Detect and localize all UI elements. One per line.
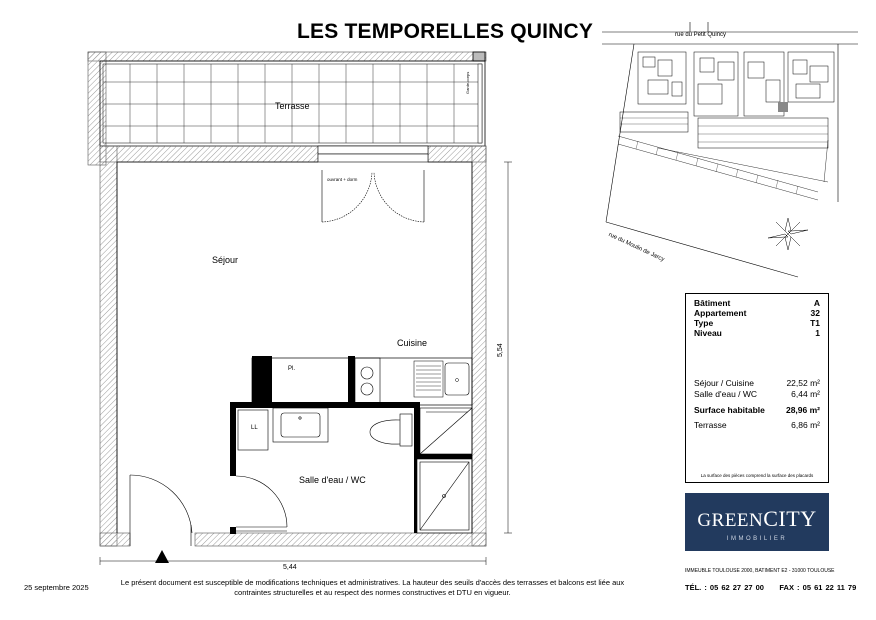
sde-surface-row	[694, 389, 820, 399]
sejour-surface-row	[694, 378, 820, 388]
page-title: LES TEMPORELLES QUINCY	[297, 20, 594, 43]
appartement-value: 32	[810, 308, 820, 318]
bathroom-walls	[230, 402, 472, 534]
kitchen-counter	[252, 356, 472, 405]
logo-wordmark	[685, 506, 829, 532]
type-value: T1	[810, 318, 820, 328]
fax-number: FAX : 05 61 22 11 79	[779, 583, 857, 592]
dimension-lines	[100, 162, 512, 565]
terrasse-surface-value: 6,86 m²	[791, 420, 820, 430]
disclaimer-text: Le présent document est susceptible de modifications techniques et administratives. La hauteur des seuils d'accès des terrasses et balcons est liée aux contraintes structurelles et au respect des normes constructives et DTU en vigueur.	[120, 578, 625, 597]
batiment-row	[694, 298, 820, 308]
logo-city-text: CITY	[763, 506, 817, 531]
sejour-surface-label: Séjour / Cuisine	[694, 378, 755, 388]
window-label: ouvrant + dorm	[327, 177, 358, 182]
terrasse-surface-label: Terrasse	[694, 420, 727, 430]
niveau-row	[694, 328, 820, 338]
height-dimension: 5,54	[497, 343, 504, 357]
french-window	[318, 146, 428, 222]
appartement-label: Appartement	[694, 308, 747, 318]
logo-green-text: GREEN	[697, 510, 764, 531]
company-contact	[685, 583, 856, 592]
niveau-value: 1	[815, 328, 820, 338]
room-label-cuisine: Cuisine	[397, 338, 428, 348]
width-dimension: 5,44	[283, 564, 297, 571]
type-label: Type	[694, 318, 714, 328]
sde-surface-label: Salle d'eau / WC	[694, 389, 758, 399]
street-label-petit-quincy: rue du Petit Quincy	[675, 32, 727, 38]
room-label-sejour: Séjour	[212, 255, 239, 265]
compass-icon	[768, 218, 808, 250]
room-label-salle-eau: Salle d'eau / WC	[299, 475, 366, 485]
batiment-value: A	[813, 298, 820, 308]
type-row	[694, 318, 820, 328]
surface-habitable-value: 28,96 m²	[785, 405, 820, 415]
exterior-walls	[100, 146, 486, 546]
railing-label: Garde-corps	[465, 71, 470, 94]
apartment-info-box	[685, 293, 829, 483]
entry-door	[130, 475, 192, 546]
surface-note: La surface des pièces comprend la surface des placards	[700, 473, 814, 478]
niveau-label: Niveau	[694, 328, 722, 338]
washer-label: LL	[251, 425, 258, 431]
terrasse-surface-row	[694, 420, 820, 430]
room-label-terrasse: Terrasse	[275, 101, 310, 111]
street-label-moulin-jarcy: rue du Moulin de Jarcy	[607, 232, 666, 264]
apartment-location-marker	[778, 102, 788, 112]
logo-subtitle: IMMOBILIER	[726, 536, 788, 542]
greencity-logo	[685, 493, 829, 551]
document-date: 25 septembre 2025	[24, 583, 89, 592]
bathroom-fixtures	[238, 408, 472, 533]
bathroom-door	[236, 476, 287, 531]
phone-number: TÉL. : 05 62 27 27 00	[685, 583, 764, 592]
surface-habitable-label: Surface habitable	[694, 405, 765, 415]
appartement-row	[694, 308, 820, 318]
sejour-surface-value: 22,52 m²	[786, 378, 820, 388]
batiment-label: Bâtiment	[694, 298, 731, 308]
closet-label: Pl.	[288, 366, 296, 372]
surface-habitable-row	[694, 405, 820, 415]
sde-surface-value: 6,44 m²	[791, 389, 820, 399]
company-address: IMMEUBLE TOULOUSE 2000, BATIMENT E2 - 31000 TOULOUSE	[685, 568, 835, 574]
site-map	[598, 22, 858, 282]
